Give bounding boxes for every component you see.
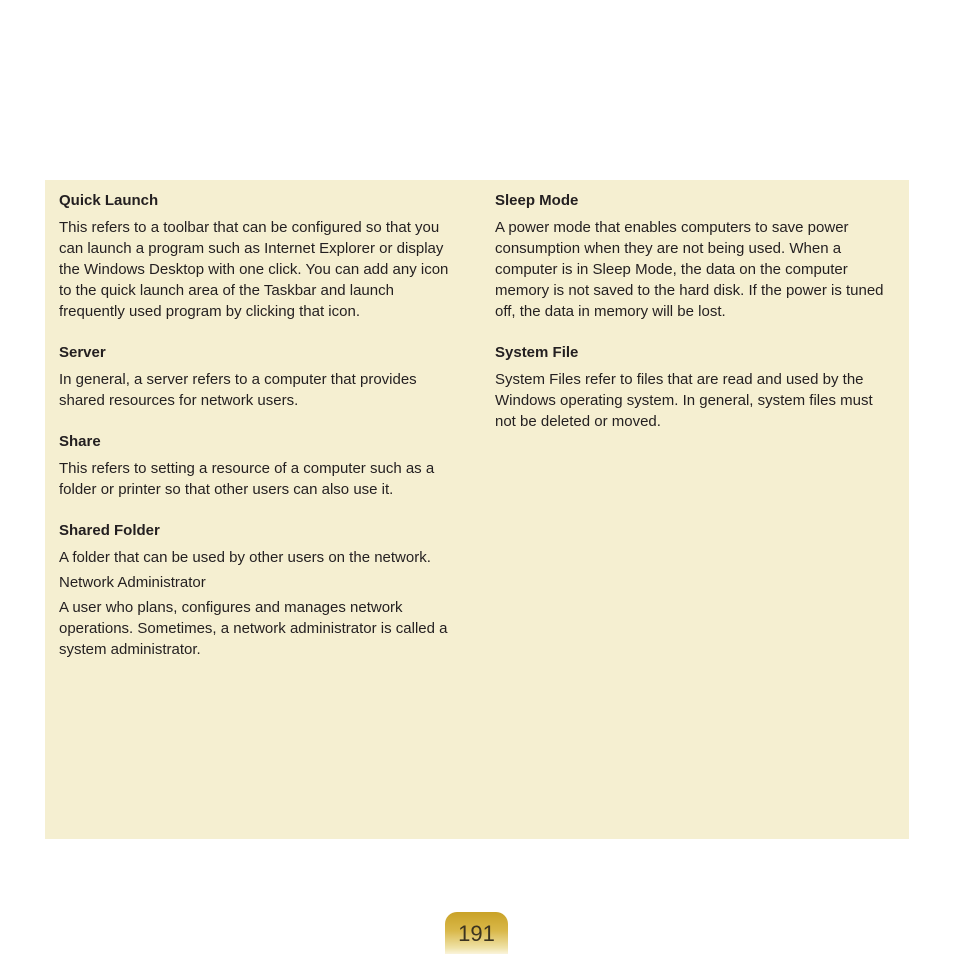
- glossary-definition: System Files refer to files that are read and used by the Windows operating system. In general, system files must not be deleted or moved.: [495, 371, 873, 430]
- glossary-entry-system-file: [495, 344, 895, 432]
- glossary-term: Network Administrator: [59, 574, 206, 591]
- glossary-entry-shared-folder: [59, 522, 459, 568]
- glossary-entry-share: [59, 433, 459, 500]
- glossary-entry-network-administrator: [59, 572, 459, 660]
- glossary-entry-sleep-mode: [495, 192, 895, 322]
- glossary-definition: A folder that can be used by other users on the network.: [59, 549, 431, 566]
- glossary-definition: In general, a server refers to a computer that provides shared resources for network users.: [59, 371, 417, 409]
- glossary-term: Server: [59, 344, 106, 361]
- glossary-definition: This refers to setting a resource of a computer such as a folder or printer so that other users can also use it.: [59, 460, 435, 498]
- glossary-definition: A power mode that enables computers to save power consumption when they are not being used. When a computer is in Sleep Mode, the data on the computer memory is not saved to the hard disk. If the power is tuned off, the data in memory will be lost.: [495, 219, 884, 320]
- glossary-entry-server: [59, 344, 459, 411]
- page-number-tab: [445, 912, 508, 954]
- glossary-term: Quick Launch: [59, 192, 159, 209]
- glossary-definition: This refers to a toolbar that can be configured so that you can launch a program such as Internet Explorer or display the Windows Desktop with one click. You can add any icon to the quick launch area of the Taskbar and launch frequently used program by clicking that icon.: [59, 219, 449, 320]
- glossary-term: Shared Folder: [59, 522, 160, 539]
- page-number: 191: [458, 921, 495, 946]
- glossary-term: Sleep Mode: [495, 192, 579, 209]
- glossary-left-column: [59, 192, 459, 682]
- glossary-right-column: [495, 192, 895, 454]
- glossary-entry-quick-launch: [59, 192, 459, 322]
- glossary-definition: A user who plans, configures and manages network operations. Sometimes, a network administrator is called a system administrator.: [59, 599, 448, 658]
- glossary-term: Share: [59, 433, 101, 450]
- glossary-term: System File: [495, 344, 579, 361]
- glossary-panel: [45, 180, 909, 839]
